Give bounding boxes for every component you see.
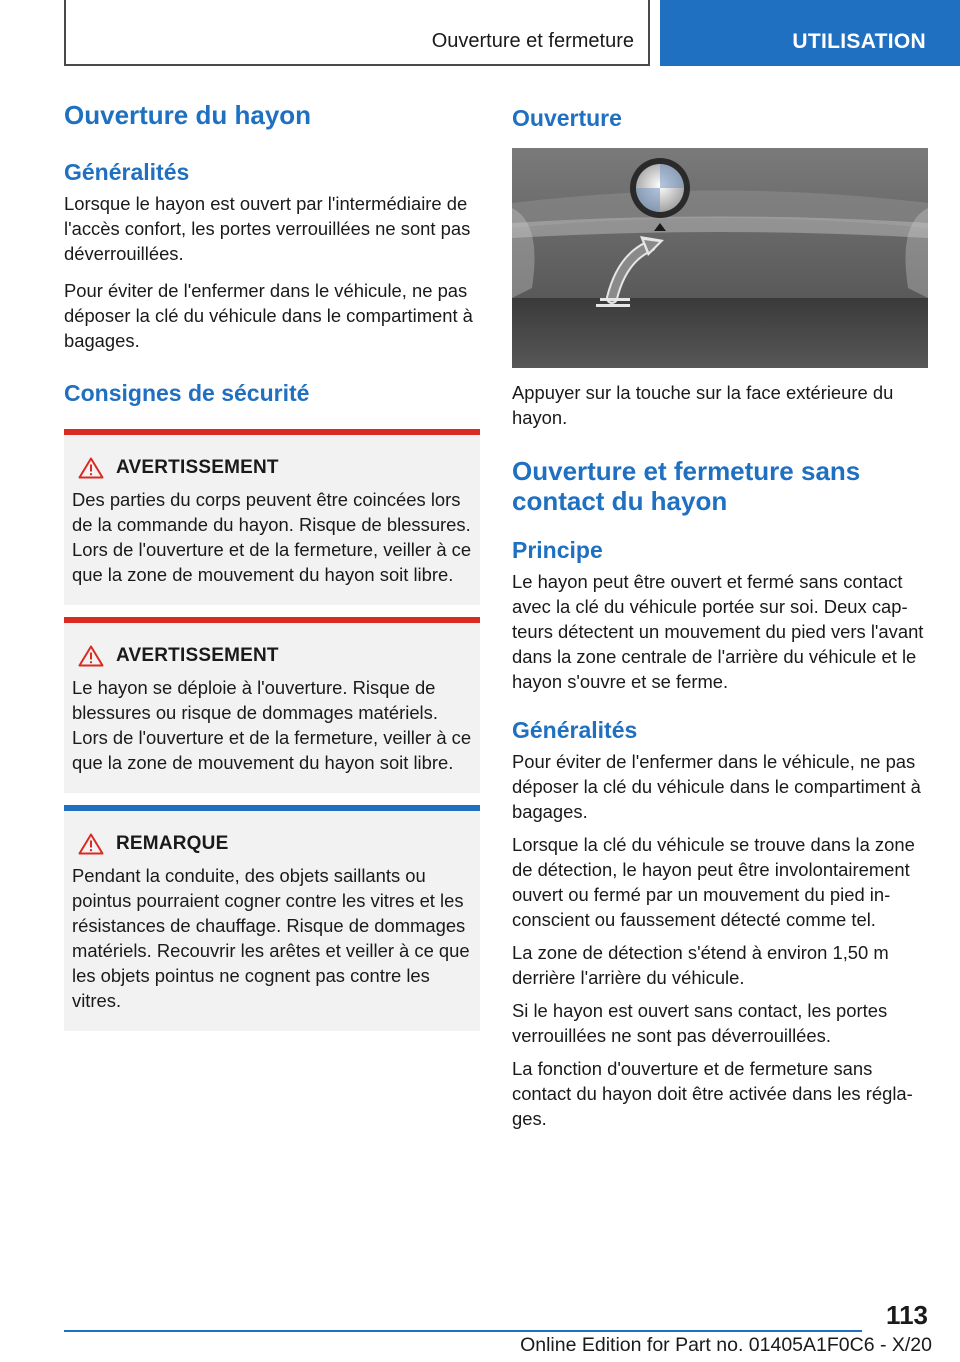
- page-number: 113: [886, 1300, 928, 1330]
- principe-heading: Principe: [512, 537, 603, 563]
- footer-divider: [64, 1330, 862, 1332]
- warning-text: Le hayon se déploie à l'ouverture. Risque de blessures ou risque de dommages matériels. Lors de l'ouverture et de la fermeture, veiller à ce que la zone de mouvement du hayon soit libre.: [72, 677, 472, 773]
- header-section-title: Ouverture et fermeture: [431, 30, 634, 52]
- principe-paragraph: Le hayon peut être ouvert et fermé sans contact avec la clé du véhicule portée sur soi. Deux capteurs détectent un mouvement du pied vers l'avant dans la zone centrale de l'arrière du véhicule et le hayon s'ouvre et se ferme.: [512, 571, 924, 692]
- warning-triangle-icon: [76, 455, 106, 481]
- generalites-paragraph-1: Lorsque le hayon est ouvert par l'intermédiaire de l'accès confort, les portes verrouillées ne sont pas déverrouillées.: [64, 193, 471, 264]
- header-chapter-label: UTILISATION: [792, 30, 926, 53]
- warning-text: Des parties du corps peuvent être coincées lors de la commande du hayon. Risque de blessures. Lors de l'ouverture et de la fermeture, veiller à ce que la zone de mouvement du hayon soit libre.: [72, 489, 472, 585]
- left-column: [64, 100, 480, 1031]
- warning-box-1: [64, 429, 480, 605]
- notice-box: [64, 805, 480, 1031]
- warning-triangle-icon: [76, 643, 106, 669]
- header-chapter-tab: [660, 0, 960, 66]
- notice-text: Pendant la conduite, des objets saillants ou pointus pourraient cogner contre les vitres et les résistances de chauffage. Risque de dommages matériels. Recouvrir les arêtes et veiller à ce que les objets pointus ne cognent pas contre les vitres.: [72, 865, 470, 1011]
- warning-title: AVERTISSEMENT: [116, 457, 279, 478]
- generalites-right-paragraph-5: La fonction d'ouverture et de fermeture sans contact du hayon doit être activée dans les réglages.: [512, 1058, 913, 1129]
- page-title: Ouverture du hayon: [64, 100, 312, 130]
- warning-box-2: [64, 617, 480, 793]
- generalites-paragraph-2: Pour éviter de l'enfermer dans le véhicule, ne pas déposer la clé du véhicule dans le compartiment à bagages.: [64, 280, 473, 351]
- consignes-heading: Consignes de sécurité: [64, 380, 310, 406]
- sans-contact-title: Ouverture et fermeture sans contact du hayon: [512, 456, 861, 516]
- ouverture-caption: Appuyer sur la touche sur la face extérieure du hayon.: [512, 382, 894, 428]
- generalites-heading: Généralités: [64, 159, 190, 185]
- header-section-box: [64, 0, 650, 66]
- generalites-right-paragraph-2: Lorsque la clé du véhicule se trouve dans la zone de détection, le hayon peut être involontairement ouvert ou fermé par un mouvement du pied inconscient ou faussement détecté comme tel.: [512, 834, 915, 930]
- ouverture-heading: Ouverture: [512, 105, 622, 131]
- generalites-right-paragraph-1: Pour éviter de l'enfermer dans le véhicule, ne pas déposer la clé du véhicule dans le compartiment à bagages.: [512, 751, 921, 822]
- generalites-right-paragraph-4: Si le hayon est ouvert sans contact, les portes verrouillées ne sont pas déverrouillées.: [512, 1000, 888, 1046]
- footer-edition: Online Edition for Part no. 01405A1F0C6 - X/20: [520, 1334, 932, 1356]
- warning-title: AVERTISSEMENT: [116, 645, 279, 666]
- generalites-heading-right: Généralités: [512, 717, 638, 743]
- tailgate-button-photo: [512, 148, 928, 368]
- warning-triangle-icon: [76, 831, 106, 857]
- notice-title: REMARQUE: [116, 833, 229, 854]
- generalites-right-paragraph-3: La zone de détection s'étend à environ 1,50 m derrière l'arrière du véhicule.: [512, 942, 889, 988]
- right-column: [512, 100, 928, 1131]
